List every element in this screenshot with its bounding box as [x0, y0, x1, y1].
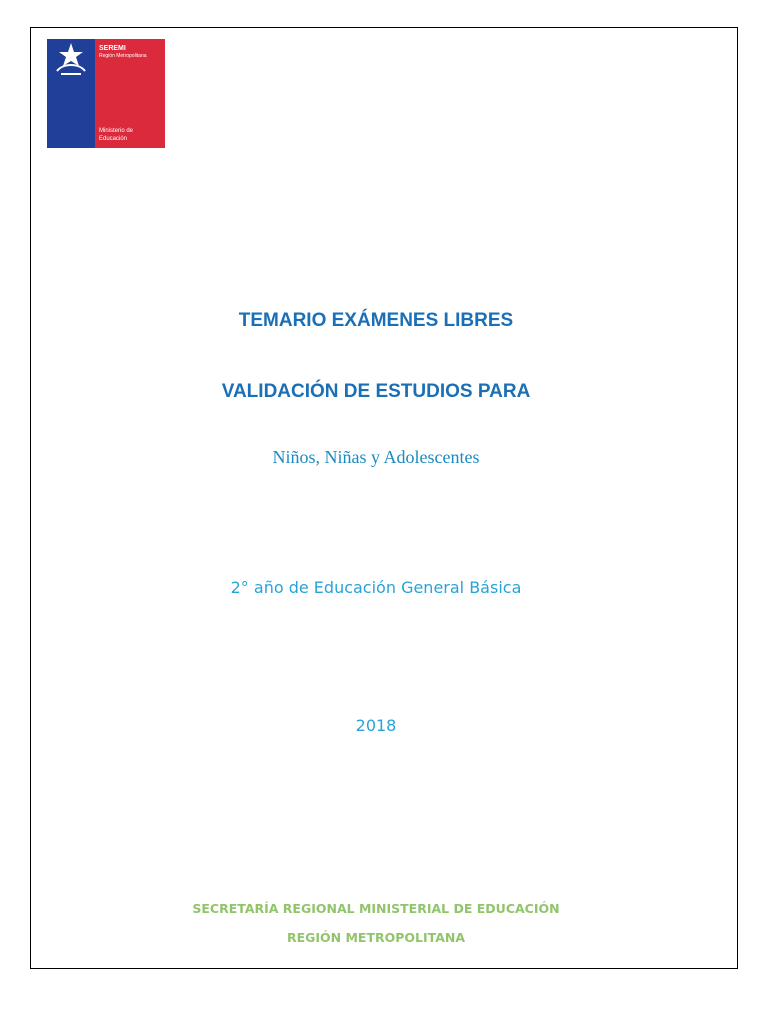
document-subtitle: Niños, Niñas y Adolescentes	[272, 447, 480, 467]
footer-region: REGIÓN METROPOLITANA	[286, 930, 466, 945]
logo-blue-panel	[47, 39, 95, 148]
page-border	[30, 27, 738, 969]
logo-red-panel	[95, 39, 165, 148]
seremi-region: Región Metropolitana	[99, 53, 147, 59]
document-title-primary: TEMARIO EXÁMENES LIBRES	[238, 310, 514, 331]
grade-label: 2° año de Educación General Básica	[230, 578, 522, 597]
ministry-line-1: Ministerio de	[99, 128, 134, 134]
seremi-title: SEREMI	[99, 45, 126, 52]
footer-secretaria: SECRETARÍA REGIONAL MINISTERIAL DE EDUCACIÓN	[192, 901, 560, 916]
chile-coat-of-arms-icon	[51, 41, 91, 79]
seremi-logo	[47, 39, 165, 148]
year-label: 2018	[355, 716, 397, 735]
ministry-line-2: Educación	[99, 136, 128, 142]
document-title-secondary: VALIDACIÓN DE ESTUDIOS PARA	[221, 381, 531, 402]
